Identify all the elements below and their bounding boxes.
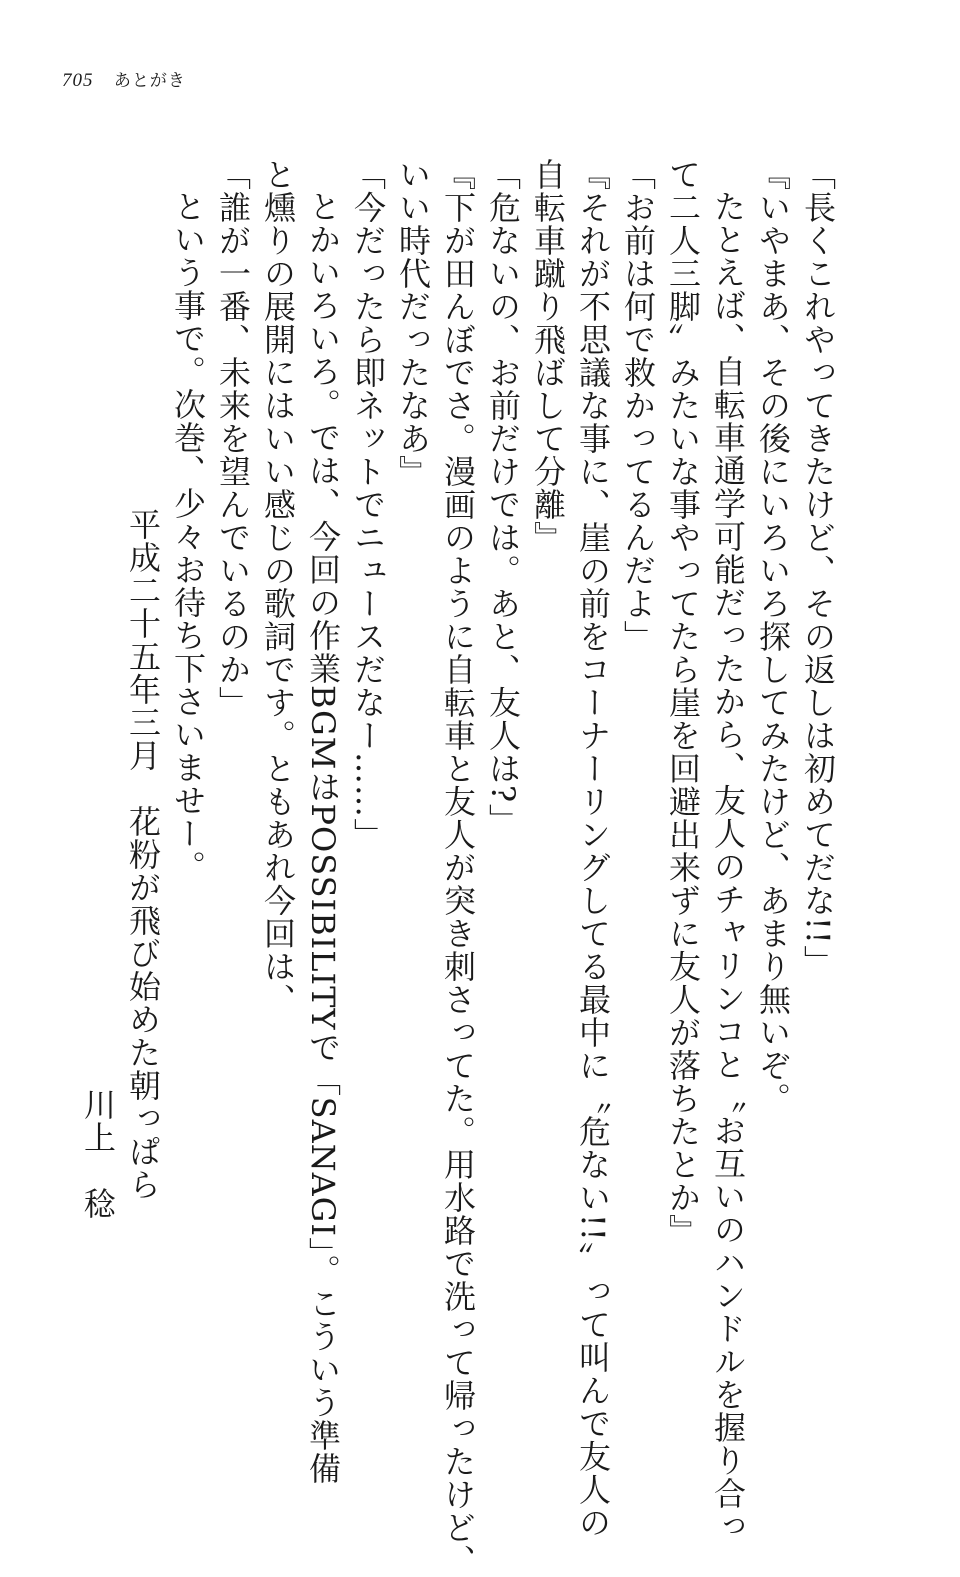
text-line: いい時代だったなあ』 <box>394 158 432 488</box>
section-title: あとがき <box>113 71 186 91</box>
author-signature: 川上 稔 <box>79 1088 117 1220</box>
text-line: と燻りの展開にはいい感じの歌詞です。ともあれ今回は、 <box>259 158 297 1016</box>
text-line: 「危ないの、お前だけでは。あと、友人は?」 <box>484 158 522 837</box>
text-line: 「長くこれやってきたけど、その返しは初めてだな!!」 <box>799 158 837 978</box>
afterword-body <box>60 158 840 1577</box>
date-line: 平成二十五年三月 花粉が飛び始めた朝っぱら <box>124 508 162 1201</box>
page-header <box>62 66 186 92</box>
text-line: たとえば、自転車通学可能だったから、友人のチャリンコと〝お互いのハンドルを握り合っ <box>709 190 747 1543</box>
page-number: 705 <box>62 70 94 91</box>
text-line: 『いやまあ、その後にいろいろ探してみたけど、あまり無いぞ。 <box>754 158 792 1115</box>
text-line: 「誰が一番、未来を望んでいるのか」 <box>214 158 252 719</box>
text-line: という事で。次巻、少々お待ち下さいませー。 <box>169 190 207 883</box>
text-line: 自転車蹴り飛ばして分離』 <box>529 158 567 554</box>
text-line: とかいろいろ。では、今回の作業BGMはPOSSIBILITYで「SANAGI」。こういう準備 <box>304 190 342 1485</box>
text-line: 「今だったら即ネットでニュースだなー……」 <box>349 158 387 851</box>
text-line: 『下が田んぼでさ。漫画のように自転車と友人が突き刺さってた。用水路で洗って帰ったけど、 <box>439 158 477 1577</box>
text-line: 『それが不思議な事に、崖の前をコーナーリングしてる最中に〝危ない!!〟って叫んで友人の <box>574 158 612 1539</box>
text-line: 「お前は何で救かってるんだよ」 <box>619 158 657 653</box>
text-line: て二人三脚〟みたいな事やってたら崖を回避出来ずに友人が落ちたとか』 <box>664 158 702 1247</box>
